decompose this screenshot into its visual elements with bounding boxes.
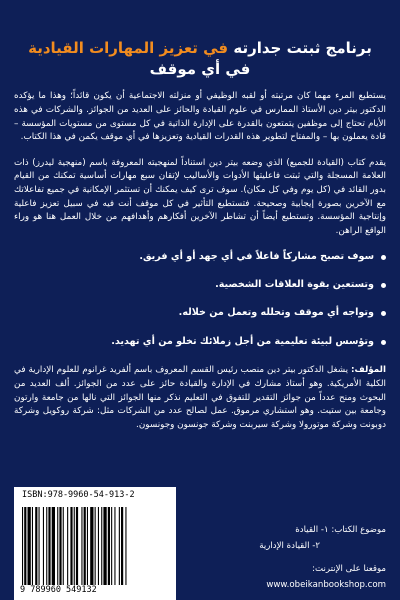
isbn-label: ISBN:978-9960-54-913-2 — [22, 490, 135, 500]
cover-subtitle: في أي موقف — [149, 60, 251, 79]
author-label: المؤلف: — [350, 365, 386, 376]
barcode-stripe — [57, 507, 58, 585]
barcode-stripe — [63, 507, 64, 585]
barcode-stripe — [87, 507, 88, 585]
list-item: سوف تصبح مشاركاً فاعلاً في أي جهد أو أي فريق. — [14, 251, 386, 263]
barcode-stripe — [108, 507, 110, 585]
subject-prefix: موضوع الكتاب: ١- — [318, 525, 386, 535]
subject-1: القيادة — [295, 525, 319, 535]
barcode-stripe — [101, 507, 102, 585]
barcode-stripe — [125, 507, 126, 585]
author-bio — [14, 364, 386, 432]
barcode-stripe — [98, 507, 99, 585]
barcode-stripe — [74, 507, 75, 585]
online-label: موقعنا على الإنترنت: — [312, 563, 386, 574]
back-cover — [14, 10, 386, 598]
barcode-stripe — [32, 507, 33, 585]
list-item: وتستعين بقوة العلاقات الشخصية. — [14, 279, 386, 291]
barcode-stripe — [95, 507, 96, 585]
barcode-digits: 9 789960 549132 — [20, 585, 97, 595]
barcode-stripe — [48, 507, 50, 585]
list-item: وتؤسس لبيئة تعليمية من أجل زملائك تخلو من أي تهديد. — [14, 336, 386, 348]
barcode-stripe — [111, 507, 112, 585]
barcode-stripe — [70, 507, 72, 585]
barcode-stripe — [67, 507, 68, 585]
subject-2: ٢- القيادة الإدارية — [259, 541, 320, 552]
author-text: يشغل الدكتور بيتر دين منصب رئيس القسم المعروف باسم ألفريد غرانوم للعلوم الإدارية في الكلية الأمريكية. وهو أستاذ مشارك في الإدارة والقيادة حائز على عدد من الجوائز. ألف العديد من البحوث ومنح عدداً من جوائز التقدير للتفوق في التعليم نذكر منها الجوائز التي نالها من جامعة وارتون وجامعة بين ستيت. وهو استشاري مرموق. عمل لصالح عدد من الشركات مثل: شركة روكويل وشركة دوبونت وشركة موتورولا وشركة سيربنت وشركة جونسون وجونسون. — [14, 365, 386, 430]
intro-paragraph: يستطيع المرء مهما كان مرتبته أو لقبه الوظيفي أو منزلته الاجتماعية أن يكون قائداً؛ وهذا ما يؤكده الدكتور بيتر دين الأستاذ الممارس في علوم القيادة والحائز على العديد من الجوائز. والشركات في هذه الأيام تحتاج إلى موظفين يتمتعون بالقدرة على الإدارة الذاتية في كل مستوى من مستويات المؤسسة – قادة يعملون بها – والمفتاح لتطوير هذه القدرات القيادية وتعزيزها في أي موقف يكمن في هذا الكتاب. — [14, 91, 386, 143]
description-paragraph: يقدم كتاب (القيادة للجميع) الذي وضعه بيتر دين استناداً لمنهجيته المعروفة باسم (منهجية ليدرز) ذات العلامة المسجلة والتي ثبتت فاعليتها الأدوات والأساليب لإتقان سبع مهارات أساسية تمكنك من القيام بدور القائد في (كل يوم وفي كل مكان). سوف ترى كيف يمكنك أن تستثمر الإمكانية في جميع تفاعلاتك مع الآخرين بصورة إيجابية وصحيحة. فتستطيع التأثير في كل موقف أنت فيه في سبيل تعزيز فاعلية وإنتاجية المؤسسة. وتستطيع أيضاً أن تشاطر الآخرين أفكارهم وأهدافهم من خلال العمل هنا هو وراء الواقع الراهن. — [14, 157, 386, 236]
barcode-stripe — [84, 507, 86, 585]
barcode-stripe — [90, 507, 93, 585]
barcode-stripe — [59, 507, 61, 585]
list-item: وتواجه أي موقف وتحلله وتعمل من خلاله. — [14, 307, 386, 319]
barcode-stripe — [119, 507, 120, 585]
barcode-stripe — [35, 507, 37, 585]
title-part-1: برنامج ثبتت جدارته — [228, 39, 372, 57]
barcode-stripe — [103, 507, 106, 585]
barcode-stripe — [81, 507, 82, 585]
barcode-stripe — [46, 507, 47, 585]
website-link[interactable]: www.obeikanbookshop.com — [266, 579, 386, 590]
barcode-stripe — [28, 507, 31, 585]
barcode-stripe — [39, 507, 40, 585]
barcode-stripe — [24, 507, 26, 585]
barcode-icon — [18, 505, 172, 587]
title-part-2: في تعزيز المهارات القيادية — [28, 39, 229, 57]
barcode-stripe — [121, 507, 123, 585]
subject-line — [186, 522, 386, 538]
barcode-stripe — [43, 507, 44, 585]
book-meta — [186, 522, 386, 593]
barcode-stripe — [76, 507, 78, 585]
barcode-stripe — [52, 507, 55, 585]
barcode-stripe — [22, 507, 23, 585]
barcode-stripe — [114, 507, 115, 585]
isbn-barcode-box — [14, 487, 176, 600]
benefits-list — [14, 251, 386, 349]
cover-title — [14, 10, 386, 58]
